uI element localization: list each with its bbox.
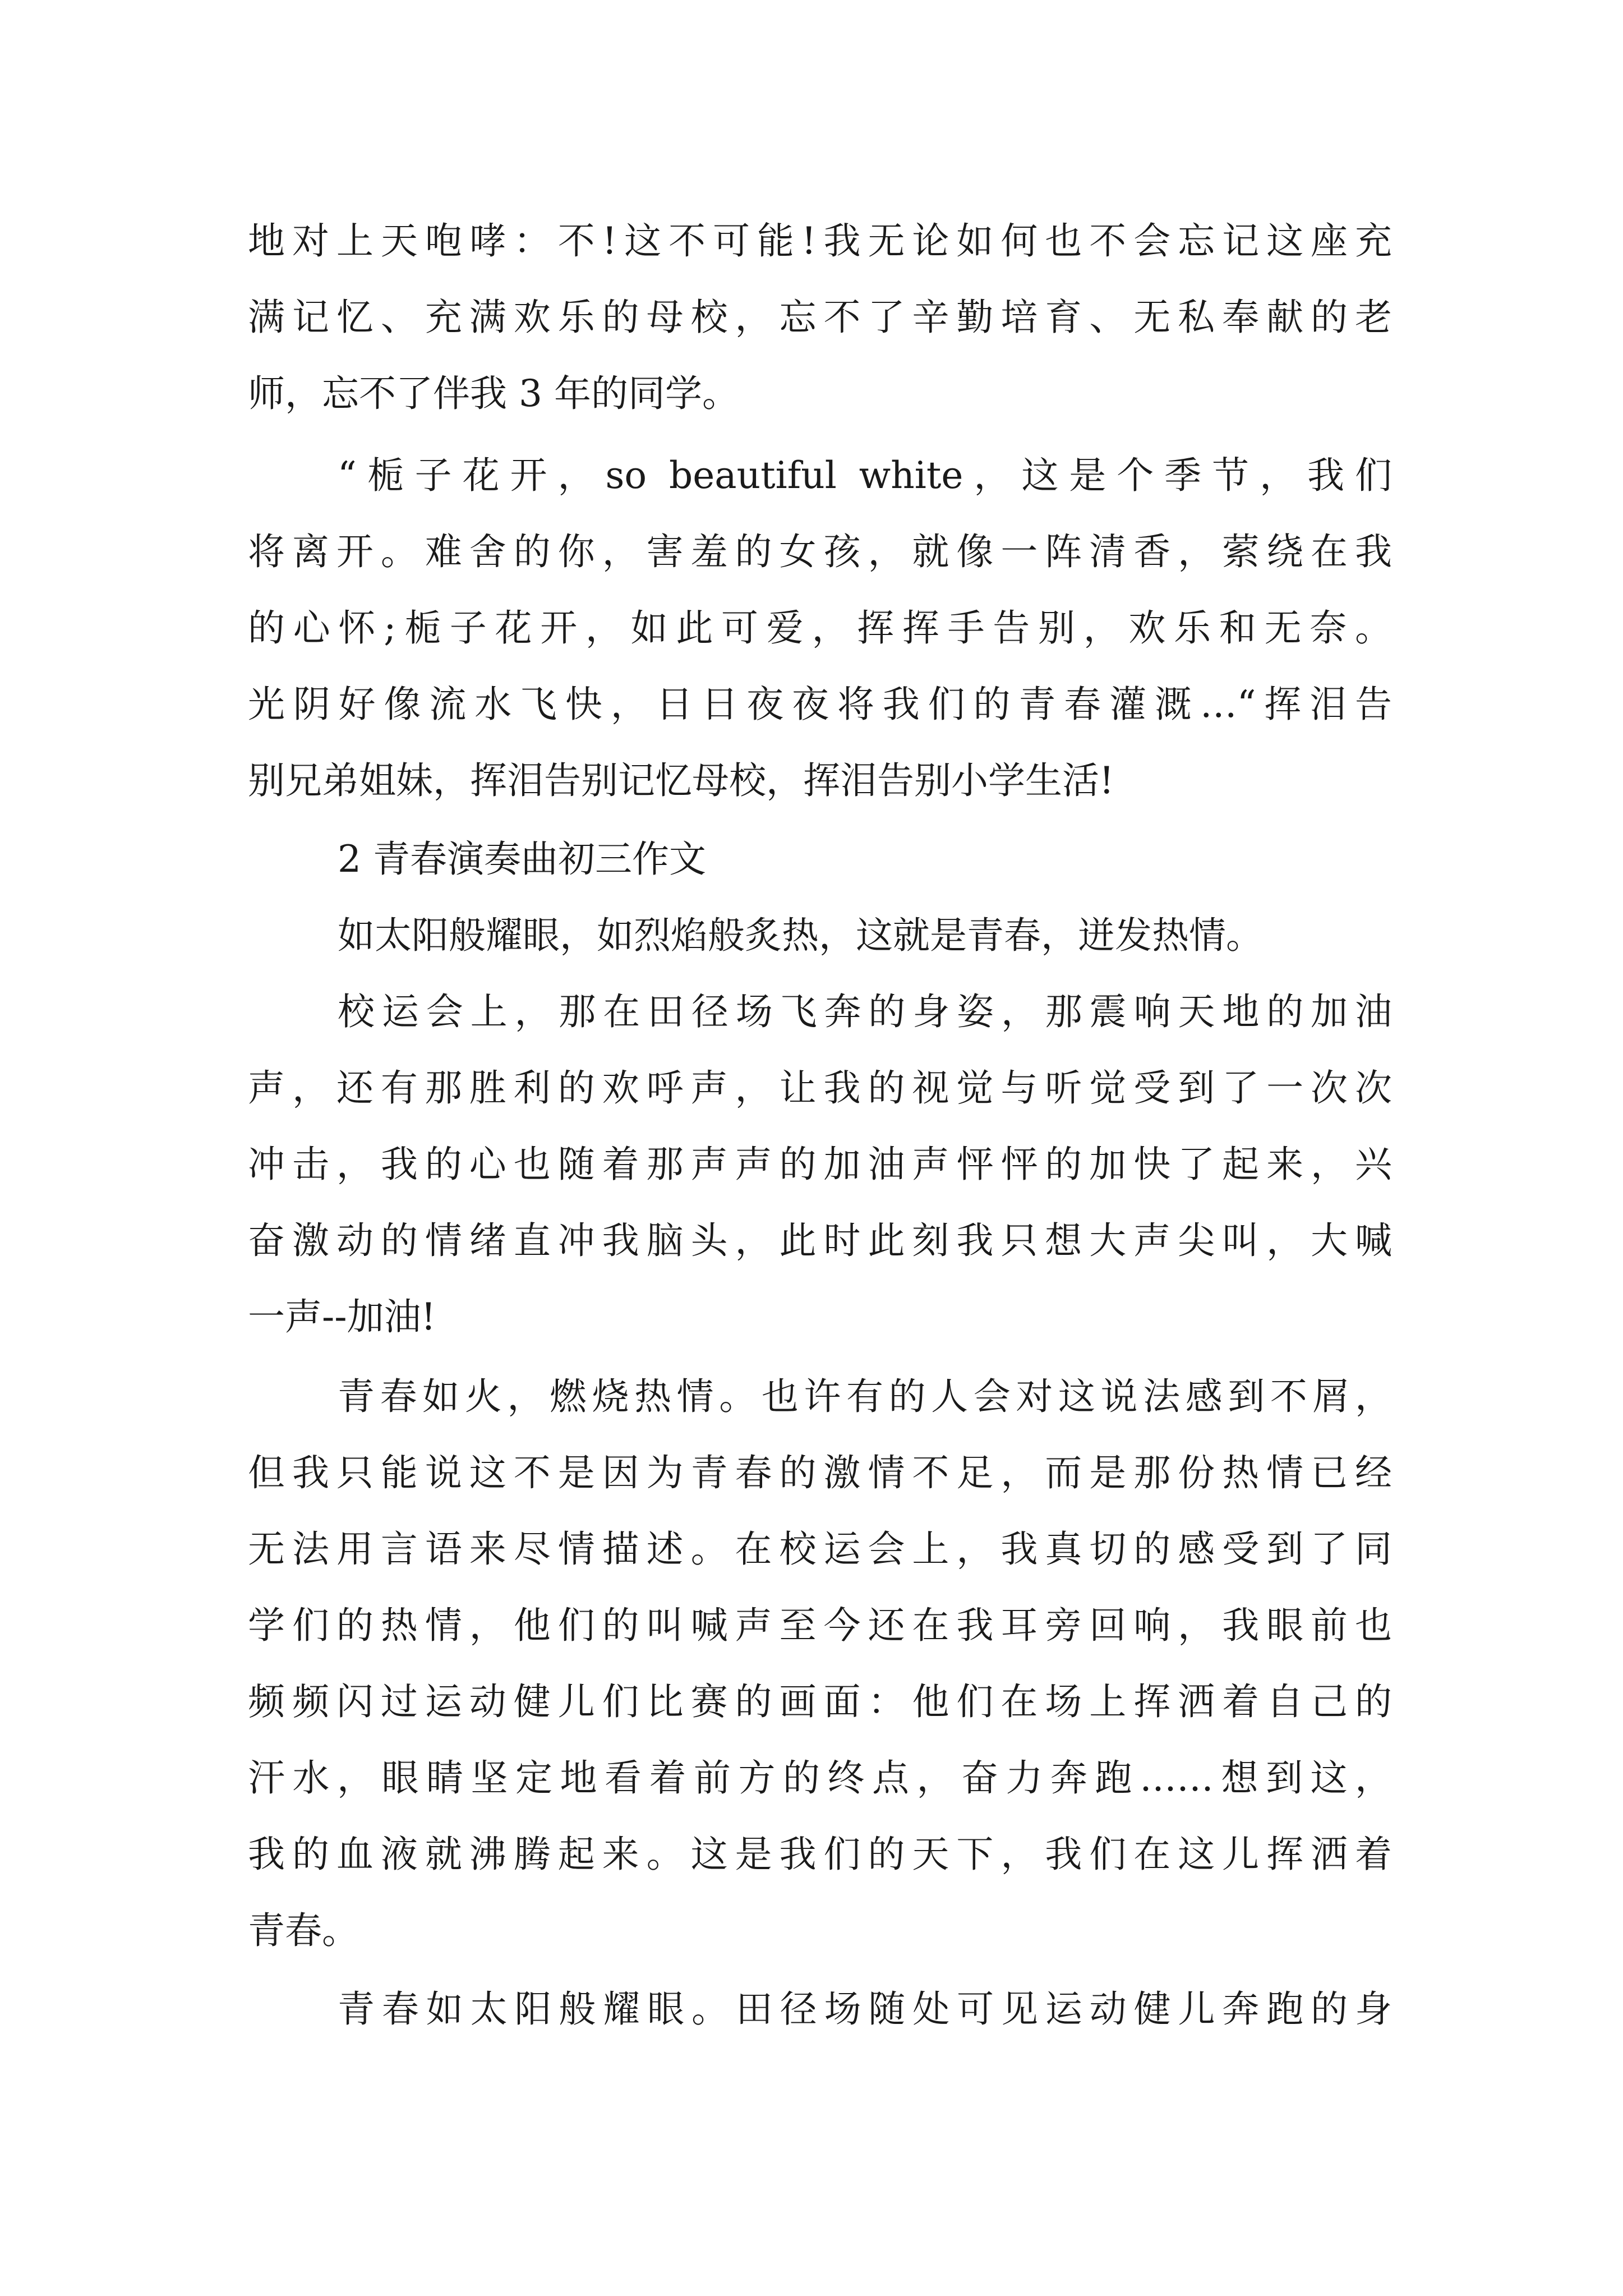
section-heading: 2 青春演奏曲初三作文	[338, 838, 706, 881]
text-line: 但我只能说这不是因为青春的激情不足，而是那份热情已经	[248, 1451, 1392, 1494]
text-line: 汗水，眼睛坚定地看着前方的终点，奋力奔跑……想到这，	[248, 1756, 1392, 1800]
text-line: 一声--加油!	[248, 1295, 436, 1338]
text-line: 校运会上，那在田径场飞奔的身姿，那震响天地的加油	[338, 990, 1392, 1033]
text-line: 奋激动的情绪直冲我脑头，此时此刻我只想大声尖叫，大喊	[248, 1219, 1392, 1262]
text-line: “栀子花开，so beautiful white，这是个季节，我们	[338, 454, 1392, 497]
text-line: 如太阳般耀眼，如烈焰般炙热，这就是青春，迸发热情。	[338, 914, 1263, 957]
text-line: 将离开。难舍的你，害羞的女孩，就像一阵清香，萦绕在我	[248, 530, 1392, 573]
text-line: 无法用言语来尽情描述。在校运会上，我真切的感受到了同	[248, 1527, 1392, 1571]
text-line: 青春。	[248, 1909, 359, 1952]
text-line: 青春如火，燃烧热情。也许有的人会对这说法感到不屑，	[338, 1375, 1392, 1418]
text-line: 冲击，我的心也随着那声声的加油声怦怦的加快了起来，兴	[248, 1143, 1392, 1186]
text-line: 师，忘不了伴我 3 年的同学。	[248, 372, 739, 415]
text-line: 声，还有那胜利的欢呼声，让我的视觉与听觉受到了一次次	[248, 1066, 1392, 1110]
text-line: 青春如太阳般耀眼。田径场随处可见运动健儿奔跑的身	[338, 1987, 1392, 2031]
text-line: 地对上天咆哮：不!这不可能!我无论如何也不会忘记这座充	[248, 219, 1392, 263]
text-line: 学们的热情，他们的叫喊声至今还在我耳旁回响，我眼前也	[248, 1604, 1392, 1647]
text-line: 别兄弟姐妹，挥泪告别记忆母校，挥泪告别小学生活!	[248, 759, 1114, 802]
text-line: 频频闪过运动健儿们比赛的画面：他们在场上挥洒着自己的	[248, 1680, 1392, 1723]
text-line: 光阴好像流水飞快，日日夜夜将我们的青春灌溉…“挥泪告	[248, 683, 1392, 726]
text-line: 的心怀;栀子花开，如此可爱，挥挥手告别，欢乐和无奈。	[248, 606, 1392, 650]
text-line: 满记忆、充满欢乐的母校，忘不了辛勤培育、无私奉献的老	[248, 296, 1392, 339]
text-line: 我的血液就沸腾起来。这是我们的天下，我们在这儿挥洒着	[248, 1833, 1392, 1876]
